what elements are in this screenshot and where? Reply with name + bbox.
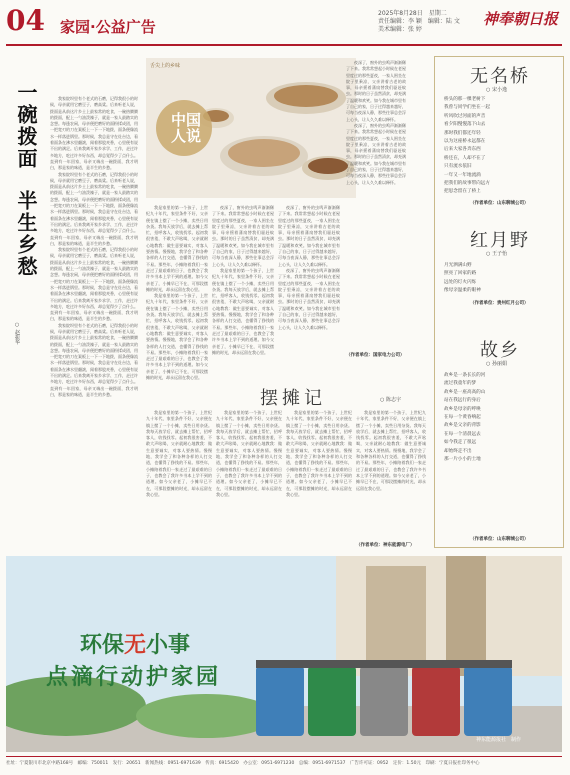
article2-column-3	[146, 410, 212, 546]
ad-slogan-part: 无	[124, 633, 147, 658]
masthead-rule	[6, 44, 562, 46]
issue-date: 2025年8月28日 星期二	[378, 10, 447, 17]
article2-title: 摆摊记	[260, 388, 326, 409]
poem-line: 听风吹过河面的声音	[444, 113, 486, 119]
poem1-title: 无名桥	[470, 66, 530, 87]
article1-paragraph: 我家院坝里有个老式的石磨，记得我很小的时候，母亲就用它磨豆子，磨高粱。后来听老人说，拨面是从前这片乡土上最家常的吃食，一碗热腾腾的拨面，配上一勺油泼辣子，就是一家人最踏实的念想。每逢农闲，母亲便把磨好的面粉揉成团，用一把宽刃的刀在案板上一下一下地拨，面条便像流水一样落进锅里。那时候，我总是守在灶台边，看着面条在沸水里翻滚，闻着那股麦香，心里便有说不出的满足。后来我离开家乡求学、工作，走过许多地方，吃过许多好东西，却总觉得少了点什么。直到有一年回家，母亲又端出一碗拨面，我才明白，那是家的味道，是半生的乡愁。	[50, 171, 138, 246]
newspaper-logo: 神奉朝日报	[483, 10, 559, 28]
poem-line: 那时我们都还年轻	[444, 130, 481, 136]
poem-line: 流过我童年的梦	[444, 381, 477, 387]
poem-line: 只有流水依旧	[444, 164, 472, 170]
poem2-title: 红月野	[470, 230, 530, 251]
article2-paragraph: 夜深了，窗外的虫鸣声渐渐稀了下来。我常常想起小时候在老屋里度过的那些夏夜，一家人围坐在院子里乘凉，父亲讲着古老的故事，母亲摇着蒲扇替我们驱赶蚊虫。那时的日子虽然清贫，却充满了温暖和欢笑。如今我在城市里有了自己的家，日子过得越来越好，可每当夜深人静，那些往事总会浮上心头，让人久久难以释怀。	[212, 205, 274, 267]
poem3-byline: ○ 孙丽娟	[486, 361, 507, 367]
article2-source: （作者单位：神东能源电厂）	[356, 543, 415, 548]
poem2-lines	[444, 262, 556, 296]
article1-title-b: 半生乡愁	[14, 190, 38, 278]
article2-column-5	[286, 410, 352, 546]
article3-paragraph: 夜深了，窗外的虫鸣声渐渐稀了下来。我常常想起小时候在老屋里度过的那些夏夜，一家人围坐在院子里乘凉，父亲讲着古老的故事，母亲摇着蒲扇替我们驱赶蚊虫。那时的日子虽然清贫，却充满了温暖和欢笑。如今我在城市里有了自己的家，日子过得越来越好，可每当夜深人静，那些往事总会浮上心头，让人久久难以释怀。	[346, 122, 406, 185]
article1-byline: ○ 赵振华	[14, 322, 20, 345]
poem-line: 我曾与同学们坐在一起	[444, 105, 490, 111]
dateline	[378, 10, 468, 34]
ad-slogan-line2: 点滴行动护家园	[46, 665, 222, 690]
poem3-source: （作者单位：山东聊城公司）	[470, 537, 529, 542]
poem-line: 在每一个黄昏响起	[444, 415, 481, 421]
ad-slogan-line1	[80, 628, 190, 659]
poem-line: 桥头的那一棵老树下	[444, 97, 486, 102]
ad-producer: 神东能源报社 制作	[476, 737, 522, 743]
article2-column-4	[216, 410, 282, 546]
article3-paragraph: 夜深了，窗外的虫鸣声渐渐稀了下来。我常常想起小时候在老屋里度过的那些夏夜，一家人围坐在院子里乘凉，父亲讲着古老的故事，母亲摇着蒲扇替我们驱赶蚊虫。那时的日子虽然清贫，却充满了温暖和欢笑。如今我在城市里有了自己的家，日子过得越来越好，可每当夜深人静，那些往事总会浮上心头，让人久久难以释怀。	[346, 60, 406, 122]
page-number: 04	[6, 4, 45, 37]
poem1-lines	[444, 96, 556, 197]
poem-line: 后来大家各奔东西	[444, 147, 481, 153]
article1-paragraph: 我家院坝里有个老式的石磨，记得我很小的时候，母亲就用它磨豆子，磨高粱。后来听老人说，拨面是从前这片乡土上最家常的吃食，一碗热腾腾的拨面，配上一勺油泼辣子，就是一家人最踏实的念想。每逢农闲，母亲便把磨好的面粉揉成团，用一把宽刃的刀在案板上一下一下地拨，面条便像流水一样落进锅里。那时候，我总是守在灶台边，看着面条在沸水里翻滚，闻着那股麦香，心里便有说不出的满足。后来我离开家乡求学、工作，走过许多地方，吃过许多好东西，却总觉得少了点什么。直到有一年回家，母亲又端出一碗拨面，我才明白，那是家的味道，是半生的乡愁。	[50, 96, 138, 171]
poem-line: 站在我远行的身后	[444, 398, 481, 404]
masthead	[0, 0, 570, 50]
article2-paragraph: 我是家里的第一个孩子，上世纪九十年代，家里条件不好，父亲便在镇上摆了一个小摊，卖些日用杂货。我每天放学后，就去摊上帮忙，招呼客人，收钱找零。起初我很害羞，不敢大声吆喝，父亲就耐心地教我：做生意要诚实，对客人要热情。慢慢地，我学会了和各种各样的人打交道，也懂得了挣钱的不易。那些年，小摊陪着我们一家走过了最艰难的日子，也教会了我许多书本上学不到的道理。如今父亲老了，小摊早已不在，可那段摆摊的时光，却永远留在我心里。	[212, 267, 274, 355]
poem-line: 照亮了回家的路	[444, 271, 477, 277]
article2-paragraph: 我是家里的第一个孩子，上世纪九十年代，家里条件不好，父亲便在镇上摆了一个小摊，卖些日用杂货。我每天放学后，就去摊上帮忙，招呼客人，收钱找零。起初我很害羞，不敢大声吆喝，父亲就耐心地教我：做生意要诚实，对客人要热情。慢慢地，我学会了和各种各样的人打交道，也懂得了挣钱的不易。那些年，小摊陪着我们一家走过了最艰难的日子，也教会了我许多书本上学不到的道理。如今父亲老了，小摊早已不在，可那段摆摊的时光，却永远留在我心里。	[146, 205, 208, 292]
food-photo	[146, 58, 356, 198]
poem3-title: 故乡	[480, 340, 520, 361]
poem-line: 故乡是父亲的背影	[444, 423, 481, 429]
article2-paragraph: 我是家里的第一个孩子，上世纪九十年代，家里条件不好，父亲便在镇上摆了一个小摊，卖些日用杂货。我每天放学后，就去摊上帮忙，招呼客人，收钱找零。起初我很害羞，不敢大声吆喝，父亲就耐心地教我：做生意要诚实，对客人要热情。慢慢地，我学会了和各种各样的人打交道，也懂得了挣钱的不易。那些年，小摊陪着我们一家走过了最艰难的日子，也教会了我许多书本上学不到的道理。如今父亲老了，小摊早已不在，可那段摆摊的时光，却永远留在我心里。	[286, 410, 352, 497]
poem-line: 那一片小小的土地	[444, 457, 481, 463]
poem-line: 看夕阳慢慢落下山去	[444, 122, 486, 128]
poem2-byline: ○ 王子怡	[486, 251, 507, 257]
article3-column-2	[346, 60, 406, 350]
poem-line: 桥还在，人却不在了	[444, 155, 486, 161]
editors-line: 责任编辑：李 颖 编辑：陆 文 美术编辑：张 婷	[378, 18, 466, 33]
article1-paragraph: 我家院坝里有个老式的石磨，记得我很小的时候，母亲就用它磨豆子，磨高粱。后来听老人说，拨面是从前这片乡土上最家常的吃食，一碗热腾腾的拨面，配上一勺油泼辣子，就是一家人最踏实的念想。每逢农闲，母亲便把磨好的面粉揉成团，用一把宽刃的刀在案板上一下一下地拨，面条便像流水一样落进锅里。那时候，我总是守在灶台边，看着面条在沸水里翻滚，闻着那股麦香，心里便有说不出的满足。后来我离开家乡求学、工作，走过许多地方，吃过许多好东西，却总觉得少了点什么。直到有一年回家，母亲又端出一碗拨面，我才明白，那是家的味道，是半生的乡愁。	[50, 322, 138, 397]
article1-paragraph: 我家院坝里有个老式的石磨，记得我很小的时候，母亲就用它磨豆子，磨高粱。后来听老人说，拨面是从前这片乡土上最家常的吃食，一碗热腾腾的拨面，配上一勺油泼辣子，就是一家人最踏实的念想。每逢农闲，母亲便把磨好的面粉揉成团，用一把宽刃的刀在案板上一下一下地拨，面条便像流水一样落进锅里。那时候，我总是守在灶台边，看着面条在沸水里翻滚，闻着那股麦香，心里便有说不出的满足。后来我离开家乡求学、工作，走过许多地方，吃过许多好东西，却总觉得少了点什么。直到有一年回家，母亲又端出一碗拨面，我才明白，那是家的味道，是半生的乡愁。	[50, 247, 138, 322]
photo-caption: 舌尖上的乡味	[150, 63, 181, 69]
poem-line: 故乡是母亲的呼唤	[444, 406, 481, 412]
poem-line: 月光洒满山野	[444, 263, 472, 268]
poem2-source: （作者单位：贵州红月公司）	[470, 301, 529, 306]
poem-line: 却始终走不出	[444, 448, 472, 454]
page-footer: 社址：宁夏银川市北京中路168号 邮编：750011 发行：20651 新闻热线：0951-6971639 传真：6915420 办公室：0951-6971230 总编：0951-6971537 广告许可证：0952 定价：1.50元 印刷：宁夏日报社印务中心	[6, 756, 562, 774]
poem1-source: （作者单位：山东聊城公司）	[470, 201, 529, 206]
poem-line: 像母亲温柔的眼神	[444, 288, 481, 294]
poem-line: 远处的灯火闪烁	[444, 279, 477, 285]
ad-slogan-part: 小事	[146, 633, 191, 658]
poem-line: 把思念留在了桥上	[444, 189, 481, 195]
poem-line: 把我们的故事带向远方	[444, 181, 490, 187]
poem-line: 如今我走了很远	[444, 440, 477, 446]
article2-byline: ○ 陈志宇	[380, 397, 401, 403]
article1-body	[50, 96, 138, 606]
article3-paragraph: 夜深了，窗外的虫鸣声渐渐稀了下来。我常常想起小时候在老屋里度过的那些夏夜，一家人围坐在院子里乘凉，父亲讲着古老的故事，母亲摇着蒲扇替我们驱赶蚊虫。那时的日子虽然清贫，却充满了温暖和欢笑。如今我在城市里有了自己的家，日子过得越来越好，可每当夜深人静，那些往事总会浮上心头，让人久久难以释怀。	[278, 267, 340, 330]
poem-line: 在每一个清晨远去	[444, 431, 481, 437]
article2-paragraph: 我是家里的第一个孩子，上世纪九十年代，家里条件不好，父亲便在镇上摆了一个小摊，卖些日用杂货。我每天放学后，就去摊上帮忙，招呼客人，收钱找零。起初我很害羞，不敢大声吆喝，父亲就耐心地教我：做生意要诚实，对客人要热情。慢慢地，我学会了和各种各样的人打交道，也懂得了挣钱的不易。那些年，小摊陪着我们一家走过了最艰难的日子，也教会了我许多书本上学不到的道理。如今父亲老了，小摊早已不在，可那段摆摊的时光，却永远留在我心里。	[146, 410, 212, 497]
article2-paragraph: 我是家里的第一个孩子，上世纪九十年代，家里条件不好，父亲便在镇上摆了一个小摊，卖些日用杂货。我每天放学后，就去摊上帮忙，招呼客人，收钱找零。起初我很害羞，不敢大声吆喝，父亲就耐心地教我：做生意要诚实，对客人要热情。慢慢地，我学会了和各种各样的人打交道，也懂得了挣钱的不易。那些年，小摊陪着我们一家走过了最艰难的日子，也教会了我许多书本上学不到的道理。如今父亲老了，小摊早已不在，可那段摆摊的时光，却永远留在我心里。	[216, 410, 282, 497]
article3-paragraph: 夜深了，窗外的虫鸣声渐渐稀了下来。我常常想起小时候在老屋里度过的那些夏夜，一家人围坐在院子里乘凉，父亲讲着古老的故事，母亲摇着蒲扇替我们驱赶蚊虫。那时的日子虽然清贫，却充满了温暖和欢笑。如今我在城市里有了自己的家，日子过得越来越好，可每当夜深人静，那些往事总会浮上心头，让人久久难以释怀。	[278, 205, 340, 267]
article3-source: （作者单位：国家电力公司）	[346, 353, 405, 358]
public-service-ad	[6, 556, 562, 752]
section-title: 家园·公益广告	[60, 18, 156, 36]
article1-title-a: 一碗拨面	[14, 82, 38, 170]
ad-slogan-part: 环保	[80, 633, 125, 658]
article2-column-6	[356, 410, 426, 540]
article2-paragraph: 我是家里的第一个孩子，上世纪九十年代，家里条件不好，父亲便在镇上摆了一个小摊，卖些日用杂货。我每天放学后，就去摊上帮忙，招呼客人，收钱找零。起初我很害羞，不敢大声吆喝，父亲就耐心地教我：做生意要诚实，对客人要热情。慢慢地，我学会了和各种各样的人打交道，也懂得了挣钱的不易。那些年，小摊陪着我们一家走过了最艰难的日子，也教会了我许多书本上学不到的道理。如今父亲老了，小摊早已不在，可那段摆摊的时光，却永远留在我心里。	[146, 293, 208, 381]
poem-line: 故乡是一条长长的河	[444, 373, 486, 378]
article2-paragraph: 我是家里的第一个孩子，上世纪九十年代，家里条件不好，父亲便在镇上摆了一个小摊，卖些日用杂货。我每天放学后，就去摊上帮忙，招呼客人，收钱找零。起初我很害羞，不敢大声吆喝，父亲就耐心地教我：做生意要诚实，对客人要热情。慢慢地，我学会了和各种各样的人打交道，也懂得了挣钱的不易。那些年，小摊陪着我们一家走过了最艰难的日子，也教会了我许多书本上学不到的道理。如今父亲老了，小摊早已不在，可那段摆摊的时光，却永远留在我心里。	[356, 410, 426, 491]
poem-line: 故乡是一座高高的山	[444, 389, 486, 395]
poem3-lines	[444, 372, 556, 464]
poem-line: 以为这座桥永远都在	[444, 139, 486, 145]
poem-line: 一年又一年地流淌	[444, 172, 481, 178]
poem1-byline: ○ 宋小逸	[486, 87, 507, 93]
photo-title: 中国人说	[170, 111, 201, 145]
